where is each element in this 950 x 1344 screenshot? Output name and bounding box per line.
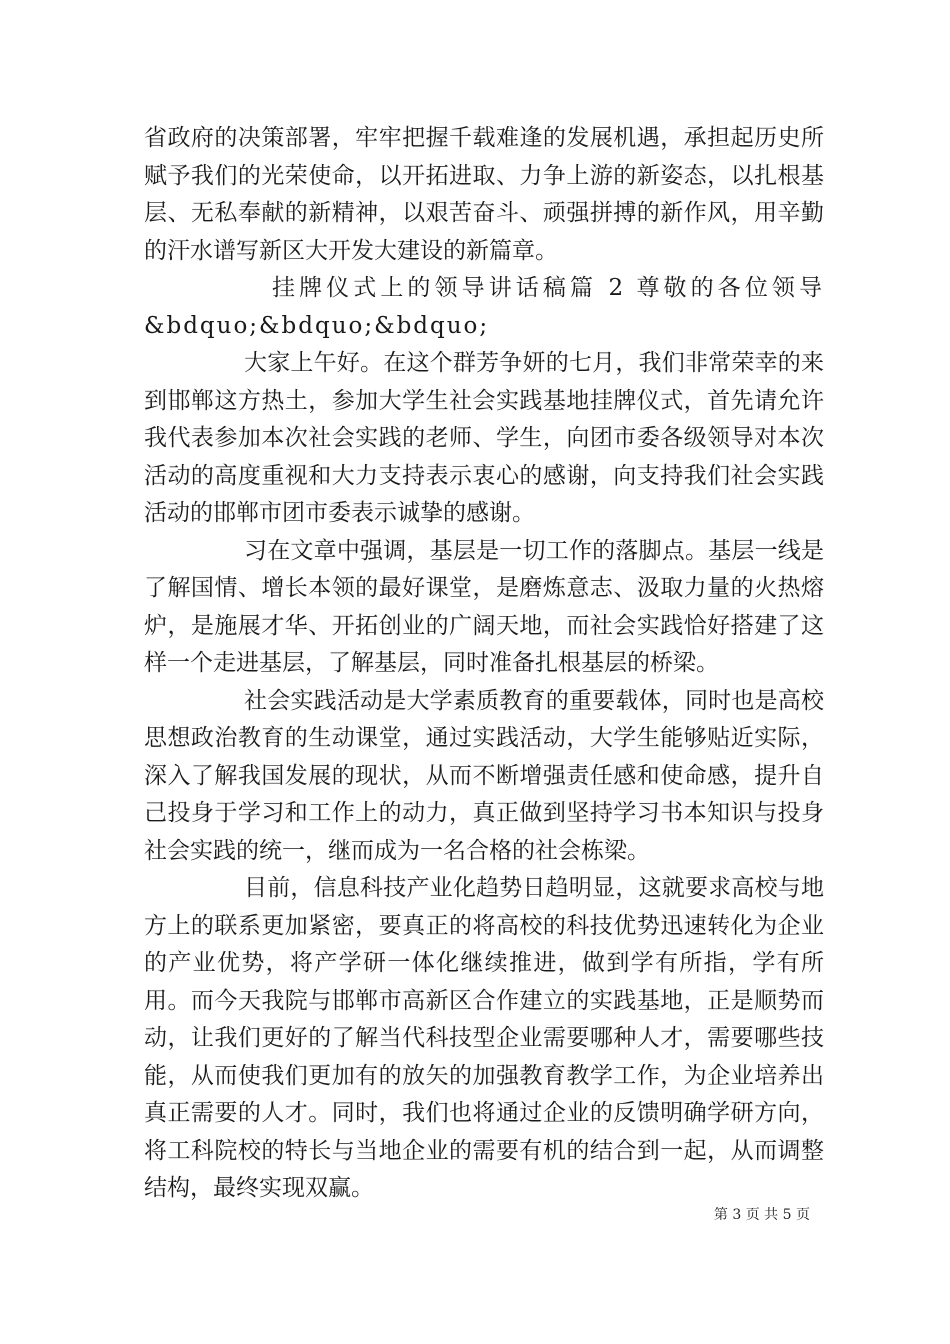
section-title-paragraph: 挂牌仪式上的领导讲话稿篇 2 尊敬的各位领导&bdquo;&bdquo;&bdquo;	[144, 275, 824, 339]
paragraph-industry: 目前，信息科技产业化趋势日趋明显，这就要求高校与地方上的联系更加紧密，要真正的将高校的科技优势迅速转化为企业的产业优势，将产学研一体化继续推进，做到学有所指，学有所用。而今天我院与邯郸市高新区合作建立的实践基地，正是顺势而动，让我们更好的了解当代科技型企业需要哪种人才，需要哪些技能，从而使我们更加有的放矢的加强教育教学工作，为企业培养出真正需要的人才。同时，我们也将通过企业的反馈明确学研方向，将工科院校的特长与当地企业的需要有机的结合到一起，从而调整结构，最终实现双赢。	[144, 875, 824, 1201]
paragraph-continuation: 省政府的决策部署，牢牢把握千载难逢的发展机遇，承担起历史所赋予我们的光荣使命，以开拓进取、力争上游的新姿态，以扎根基层、无私奉献的新精神，以艰苦奋斗、顽强拼搏的新作风，用辛勤的汗水谱写新区大开发大建设的新篇章。	[144, 125, 824, 264]
paragraph-grassroots: 习在文章中强调，基层是一切工作的落脚点。基层一线是了解国情、增长本领的最好课堂，是磨炼意志、汲取力量的火热熔炉，是施展才华、开拓创业的广阔天地，而社会实践恰好搭建了这样一个走进基层，了解基层，同时准备扎根基层的桥梁。	[144, 537, 824, 676]
paragraph-greeting: 大家上午好。在这个群芳争妍的七月，我们非常荣幸的来到邯郸这方热土，参加大学生社会实践基地挂牌仪式，首先请允许我代表参加本次社会实践的老师、学生，向团市委各级领导对本次活动的高度重视和大力支持表示衷心的感谢，向支持我们社会实践活动的邯郸市团市委表示诚挚的感谢。	[144, 350, 824, 526]
document-body	[144, 120, 824, 1208]
paragraph-social-practice: 社会实践活动是大学素质教育的重要载体，同时也是高校思想政治教育的生动课堂，通过实践活动，大学生能够贴近实际，深入了解我国发展的现状，从而不断增强责任感和使命感，提升自己投身于学习和工作上的动力，真正做到坚持学习书本知识与投身社会实践的统一，继而成为一名合格的社会栋梁。	[144, 687, 824, 864]
page-number-footer: 第 3 页 共 5 页	[713, 1207, 810, 1223]
